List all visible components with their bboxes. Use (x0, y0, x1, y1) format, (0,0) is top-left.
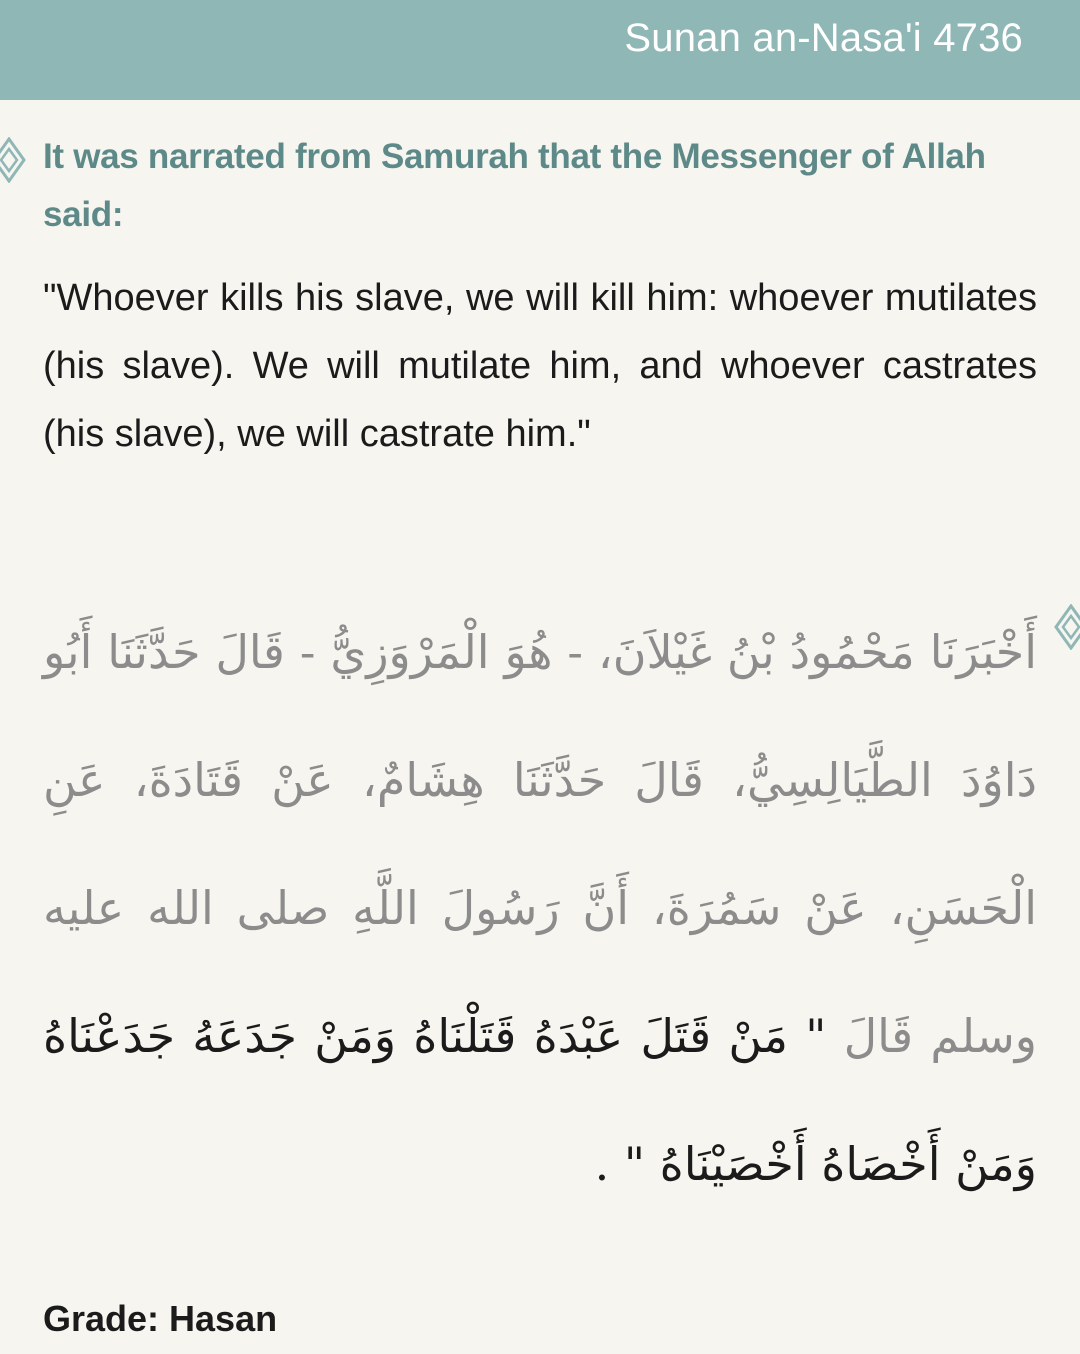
page-title: Sunan an-Nasa'i 4736 (624, 16, 1023, 60)
hadith-narrator: It was narrated from Samurah that the Messenger of Allah said: (43, 137, 986, 234)
arabic-matn: " مَنْ قَتَلَ عَبْدَهُ قَتَلْنَاهُ وَمَنْ جَدَعَهُ جَدَعْنَاهُ وَمَنْ أَخْصَاهُ أَخْصَيْنَاهُ " . (43, 1009, 1037, 1191)
hadith-grade: Grade: Hasan (43, 1298, 278, 1339)
ornament-icon (0, 137, 26, 183)
hadith-arabic-text (43, 588, 1037, 1228)
hadith-english-text: "Whoever kills his slave, we will kill him: whoever mutilates (his slave). We will mutilate him, and whoever castrates (his slave), we will castrate him." (43, 277, 1037, 455)
arabic-isnad: أَخْبَرَنَا مَحْمُودُ بْنُ غَيْلاَنَ، - هُوَ الْمَرْوَزِيُّ - قَالَ حَدَّثَنَا أَبُو دَاوُدَ الطَّيَالِسِيُّ، قَالَ حَدَّثَنَا هِشَامٌ، عَنْ قَتَادَةَ، عَنِ الْحَسَنِ، عَنْ سَمُرَةَ، أَنَّ رَسُولَ اللَّهِ صلى الله عليه وسلم قَالَ (43, 625, 1037, 1063)
header-bar (0, 0, 1080, 100)
ornament-icon (1054, 604, 1080, 650)
